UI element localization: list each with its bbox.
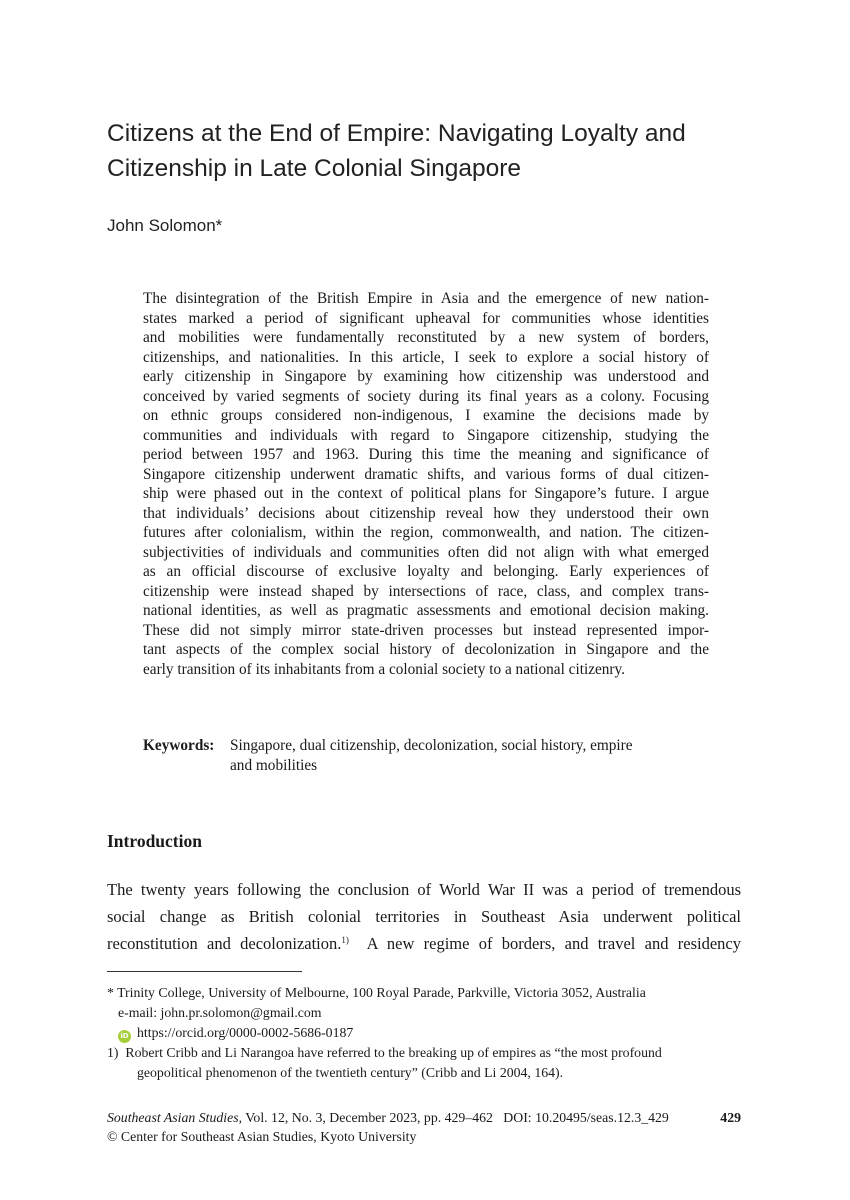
footnote-1-continued: geopolitical phenomenon of the twentieth century” (Cribb and Li 2004, 164).: [137, 1065, 564, 1080]
abstract-line: citizenship were instead shaped by intersections of race, class, and complex trans-: [143, 582, 709, 600]
orcid-line: [107, 1023, 747, 1043]
abstract: [143, 289, 709, 679]
abstract-line: early citizenship in Singapore by examining how citizenship was understood and: [143, 368, 709, 385]
body-text: reconstitution and decolonization.: [107, 934, 342, 953]
abstract-line: The disintegration of the British Empire in Asia and the emergence of new nation-: [143, 290, 709, 307]
body-line: [107, 930, 741, 957]
abstract-line: communities and individuals with regard to Singapore citizenship, studying the: [143, 426, 709, 444]
abstract-line: states marked a period of significant upheaval for communities whose identities: [143, 309, 709, 327]
title-line: Citizenship in Late Colonial Singapore: [107, 155, 522, 182]
abstract-line: subjectivities of individuals and communities often did not align with what emerged: [143, 543, 709, 561]
citation-details: , Vol. 12, No. 3, December 2023, pp. 429–462 DOI: 10.20495/seas.12.3_429: [238, 1110, 669, 1125]
author-affiliation: * Trinity College, University of Melbourne, 100 Royal Parade, Parkville, Victoria 3052, Australia: [107, 985, 646, 1000]
author-name: John Solomon*: [107, 216, 223, 235]
abstract-line: that individuals’ decisions about citizenship reveal how they understood their own: [143, 504, 709, 522]
introduction-paragraph: [107, 876, 741, 957]
body-line: social change as British colonial territories in Southeast Asia underwent political: [107, 907, 741, 926]
keywords-text: [230, 736, 700, 776]
abstract-line: early transition of its inhabitants from a colonial society to a national citizenry.: [143, 660, 625, 678]
footnote-1: 1) Robert Cribb and Li Narangoa have referred to the breaking up of empires as “the most profound: [107, 1045, 662, 1060]
abstract-line: as an official discourse of exclusive loyalty and belonging. Early experiences of: [143, 563, 709, 580]
abstract-line: Singapore citizenship underwent dramatic shifts, and various forms of dual citizen-: [143, 465, 709, 483]
footnote-divider: [107, 971, 302, 972]
page-footer: [107, 1108, 741, 1146]
abstract-line: citizenships, and nationalities. In this article, I seek to explore a social history of: [143, 348, 709, 366]
page-number: 429: [720, 1110, 741, 1125]
body-line: The twenty years following the conclusion of World War II was a period of tremendous: [107, 880, 741, 899]
abstract-line: These did not simply mirror state-driven processes but instead represented impor-: [143, 621, 709, 639]
author-email[interactable]: e-mail: john.pr.solomon@gmail.com: [118, 1005, 322, 1020]
journal-name: Southeast Asian Studies: [107, 1110, 239, 1125]
footnotes: [107, 983, 747, 1083]
section-heading-introduction: Introduction: [107, 831, 202, 851]
orcid-link[interactable]: https://orcid.org/0000-0002-5686-0187: [137, 1025, 354, 1040]
copyright-line: © Center for Southeast Asian Studies, Kyoto University: [107, 1129, 417, 1144]
body-text: A new regime of borders, and travel and residency: [348, 934, 741, 953]
keywords-label: Keywords:: [143, 737, 215, 754]
keywords-line: and mobilities: [230, 757, 318, 774]
abstract-line: ship were phased out in the context of political plans for Singapore’s future. I argue: [143, 485, 709, 502]
footnote-ref-1[interactable]: 1): [341, 935, 349, 945]
title-line: Citizens at the End of Empire: Navigating Loyalty and: [107, 120, 686, 147]
article-title: [107, 116, 767, 186]
abstract-line: on ethnic groups considered non-indigenous, I examine the decisions made by: [143, 407, 709, 424]
keywords-line: Singapore, dual citizenship, decolonization, social history, empire: [230, 737, 633, 754]
abstract-line: tant aspects of the complex social history of decolonization in Singapore and the: [143, 641, 709, 658]
abstract-line: conceived by varied segments of society during its final years as a colony. Focusing: [143, 387, 709, 405]
abstract-line: national identities, as well as pragmatic assessments and emotional decision making.: [143, 602, 709, 619]
abstract-line: period between 1957 and 1963. During this time the meaning and significance of: [143, 446, 709, 463]
citation-line: [107, 1108, 741, 1127]
abstract-line: and mobilities were fundamentally reconstituted by a new system of borders,: [143, 329, 709, 346]
abstract-line: futures after colonialism, within the region, commonwealth, and nation. The citizen-: [143, 524, 709, 541]
orcid-icon: iD: [118, 1030, 131, 1043]
